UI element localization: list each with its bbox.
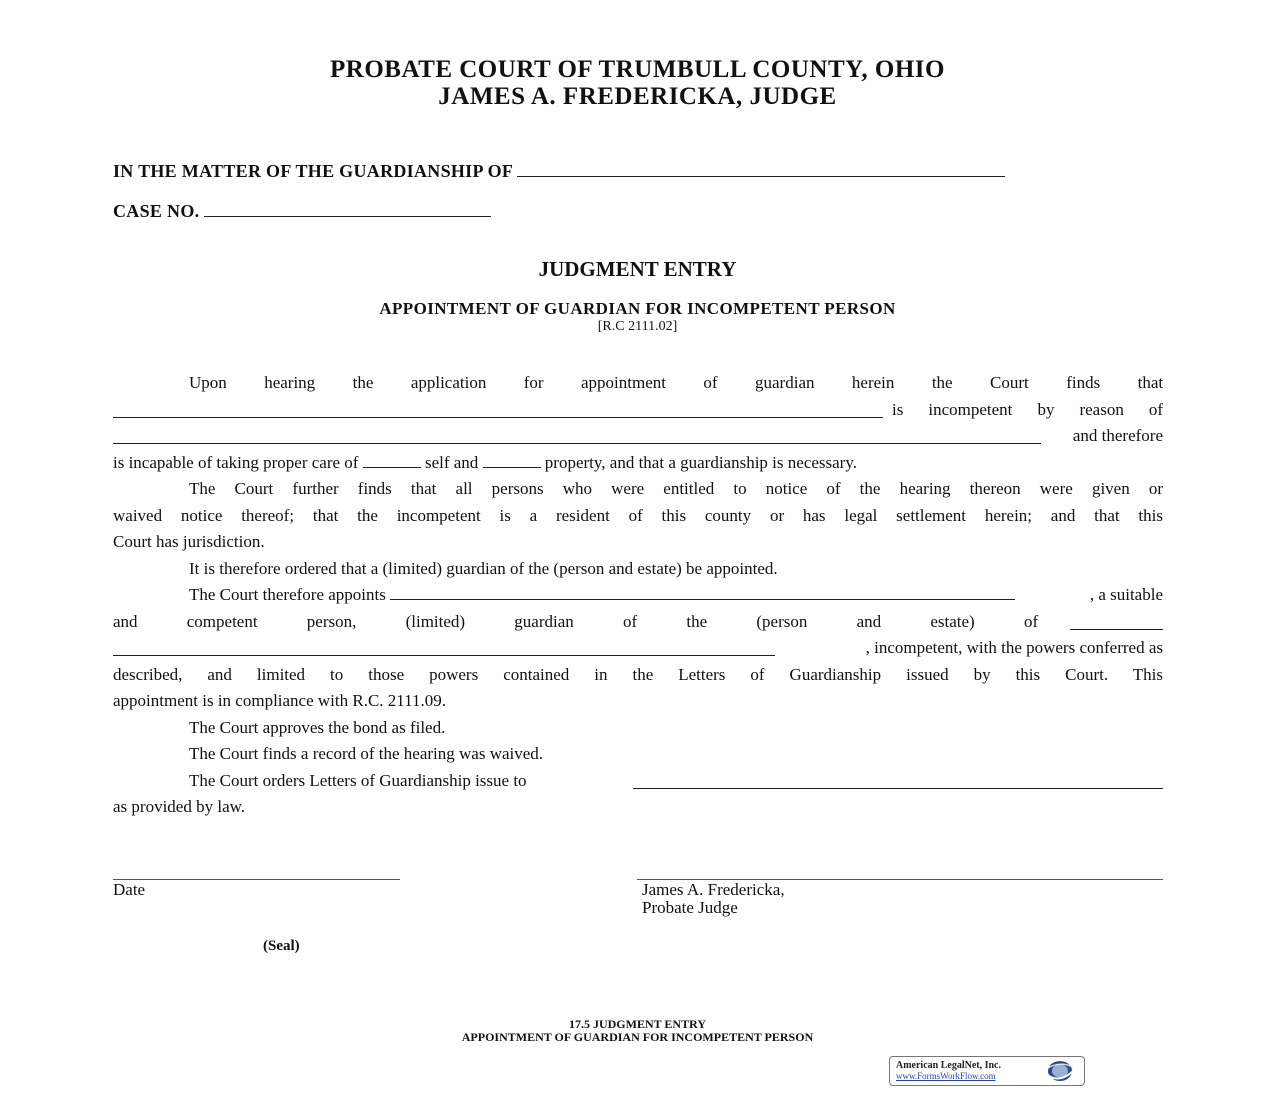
p2-line1: The Court further finds that all persons who were entitled to notice of the hearing thereon were given or — [189, 479, 1163, 498]
p4-line4: described, and limited to those powers contained in the Letters of Guardianship issued by this Court. This — [113, 665, 1163, 684]
case-number-blank[interactable] — [204, 200, 491, 217]
logo-url[interactable]: www.FormsWorkFlow.com — [896, 1071, 996, 1081]
statute-reference: [R.C 2111.02] — [597, 319, 678, 334]
ward-blank-b[interactable] — [113, 639, 775, 656]
globe-swirl-icon — [1042, 1059, 1078, 1083]
p1-line3: and therefore — [113, 423, 1163, 449]
ward-name-blank[interactable] — [517, 160, 1005, 177]
guardian-name-blank[interactable] — [390, 583, 1015, 600]
judge-signature-title: Probate Judge — [642, 898, 738, 917]
case-label: CASE NO. — [113, 201, 200, 221]
p1-line4: is incapable of taking proper care of self and property, and that a guardianship is necessary. — [113, 453, 857, 472]
incompetent-name-blank[interactable] — [113, 401, 883, 418]
p1-line2-tail: is incompetent by reason of — [892, 400, 1164, 419]
letters-recipient-blank[interactable] — [633, 772, 1163, 789]
seal-label: (Seal) — [263, 938, 300, 954]
document-title: JUDGMENT ENTRY — [538, 257, 737, 281]
reason-blank[interactable] — [113, 427, 1041, 444]
p4-line2: and competent person, (limited) guardian of the (person and estate) of — [113, 609, 1163, 635]
american-legalnet-logo[interactable] — [889, 1056, 1085, 1086]
logo-company: American LegalNet, Inc. — [896, 1060, 1001, 1071]
guardianship-of-caption — [113, 160, 1005, 182]
p1-line2 — [113, 397, 1163, 423]
pronoun-blank-1[interactable] — [363, 451, 421, 468]
p7-line2: as provided by law. — [113, 797, 246, 816]
p4-line1: The Court therefore appoints , a suitable — [189, 585, 1163, 604]
date-label: Date — [113, 880, 146, 899]
document-subtitle: APPOINTMENT OF GUARDIAN FOR INCOMPETENT PERSON — [379, 299, 896, 318]
p7-line1: The Court orders Letters of Guardianship issue to — [189, 768, 1163, 794]
p4-line5: appointment is in compliance with R.C. 2111.09. — [113, 691, 447, 710]
p5: The Court approves the bond as filed. — [189, 718, 446, 737]
pronoun-blank-2[interactable] — [483, 451, 541, 468]
p6: The Court finds a record of the hearing was waived. — [189, 744, 544, 763]
judge-signature-name: James A. Fredericka, — [642, 880, 785, 899]
judge-name-heading: JAMES A. FREDERICKA, JUDGE — [438, 83, 837, 110]
p1-line1: Upon hearing the application for appointment of guardian herein the Court finds that — [189, 373, 1164, 392]
p3: It is therefore ordered that a (limited) guardian of the (person and estate) be appointed. — [189, 559, 778, 578]
case-number-caption — [113, 200, 491, 222]
footer-form-number: 17.5 JUDGMENT ENTRY — [568, 1017, 707, 1031]
footer-form-title: APPOINTMENT OF GUARDIAN FOR INCOMPETENT PERSON — [461, 1030, 814, 1044]
court-name: PROBATE COURT OF TRUMBULL COUNTY, OHIO — [330, 56, 945, 83]
p4-line3: , incompetent, with the powers conferred as — [113, 635, 1163, 661]
p2-line2: waived notice thereof; that the incompetent is a resident of this county or has legal settlement herein; and that this — [113, 506, 1163, 525]
ward-blank-a[interactable] — [1070, 613, 1163, 630]
date-signature-line[interactable] — [113, 879, 400, 880]
p2-line3: Court has jurisdiction. — [113, 532, 265, 551]
matter-label: IN THE MATTER OF THE GUARDIANSHIP OF — [113, 161, 513, 181]
